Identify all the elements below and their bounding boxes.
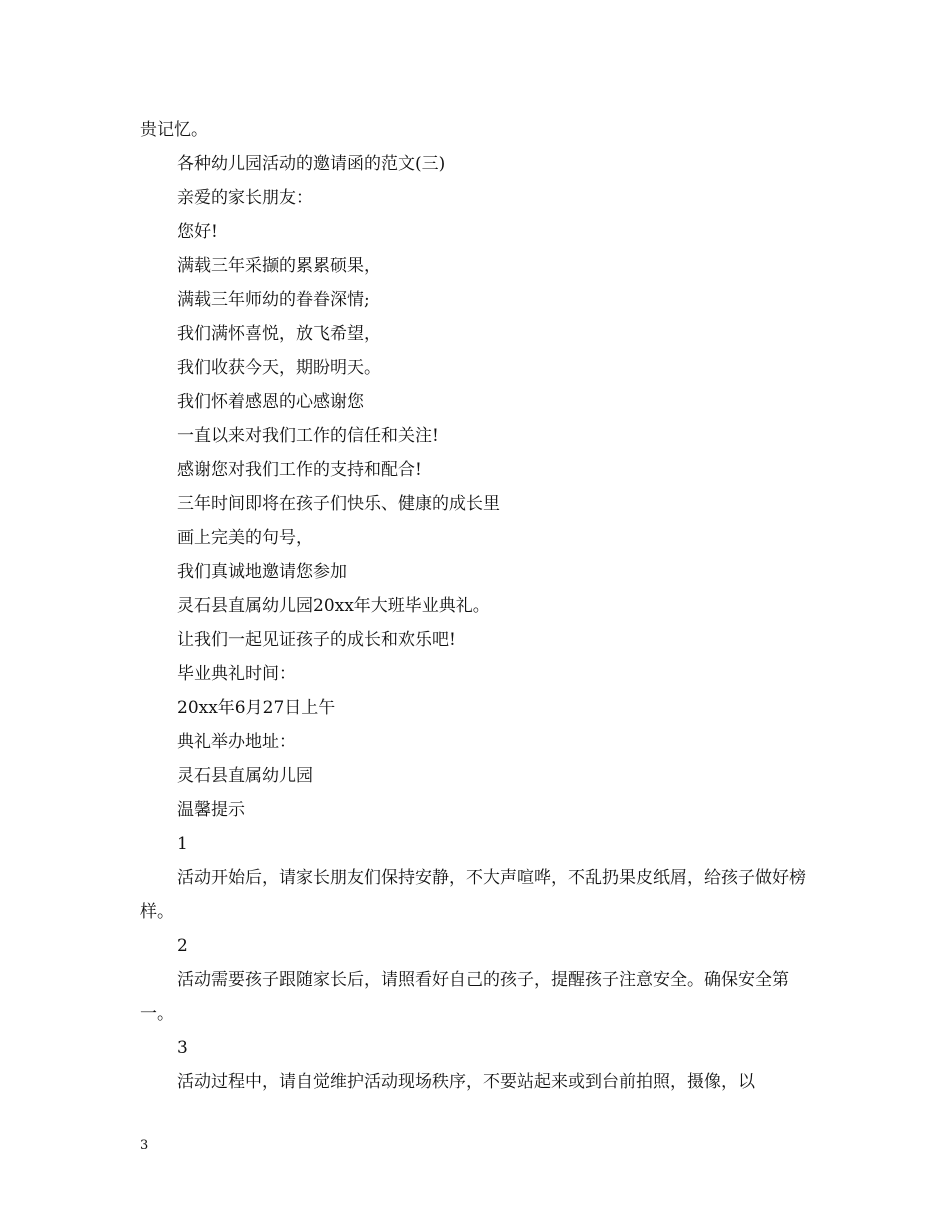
page-number: 3 bbox=[140, 1138, 149, 1153]
text-line: 我们满怀喜悦，放飞希望， bbox=[177, 324, 381, 344]
ceremony-time-label: 毕业典礼时间： bbox=[177, 664, 296, 684]
tips-heading: 温馨提示 bbox=[177, 800, 245, 820]
text-line: 我们收获今天，期盼明天。 bbox=[177, 358, 381, 378]
tip-number: 3 bbox=[177, 1038, 188, 1058]
text-line: 满载三年师幼的眷眷深情; bbox=[177, 290, 370, 310]
section-title: 各种幼儿园活动的邀请函的范文(三) bbox=[177, 154, 446, 174]
text-line: 三年时间即将在孩子们快乐、健康的成长里 bbox=[177, 494, 500, 514]
tip-number: 1 bbox=[177, 834, 188, 854]
document-body bbox=[140, 113, 815, 1099]
text-line: 一直以来对我们工作的信任和关注! bbox=[177, 426, 439, 446]
tip-number: 2 bbox=[177, 936, 188, 956]
text-line: 我们真诚地邀请您参加 bbox=[177, 562, 347, 582]
text-line: 满载三年采撷的累累硕果， bbox=[177, 256, 381, 276]
ceremony-address-value: 灵石县直属幼儿园 bbox=[177, 766, 313, 786]
text-line: 感谢您对我们工作的支持和配合! bbox=[177, 460, 422, 480]
tip-text: 活动过程中，请自觉维护活动现场秩序，不要站起来或到台前拍照，摄像，以 bbox=[177, 1072, 755, 1092]
text-line: 我们怀着感恩的心感谢您 bbox=[177, 392, 364, 412]
tip-text: 活动需要孩子跟随家长后，请照看好自己的孩子，提醒孩子注意安全。确保安全第一。 bbox=[140, 970, 789, 1024]
text-line: 灵石县直属幼儿园20xx年大班毕业典礼。 bbox=[177, 596, 490, 616]
ceremony-time-value: 20xx年6月27日上午 bbox=[177, 698, 336, 718]
tip-text: 活动开始后，请家长朋友们保持安静，不大声喧哗，不乱扔果皮纸屑，给孩子做好榜样。 bbox=[140, 868, 806, 922]
text-line: 贵记忆。 bbox=[140, 120, 208, 140]
salutation: 亲爱的家长朋友： bbox=[177, 188, 313, 208]
greeting: 您好! bbox=[177, 222, 218, 242]
text-line: 让我们一起见证孩子的成长和欢乐吧! bbox=[177, 630, 456, 650]
text-line: 画上完美的句号， bbox=[177, 528, 313, 548]
ceremony-address-label: 典礼举办地址： bbox=[177, 732, 296, 752]
